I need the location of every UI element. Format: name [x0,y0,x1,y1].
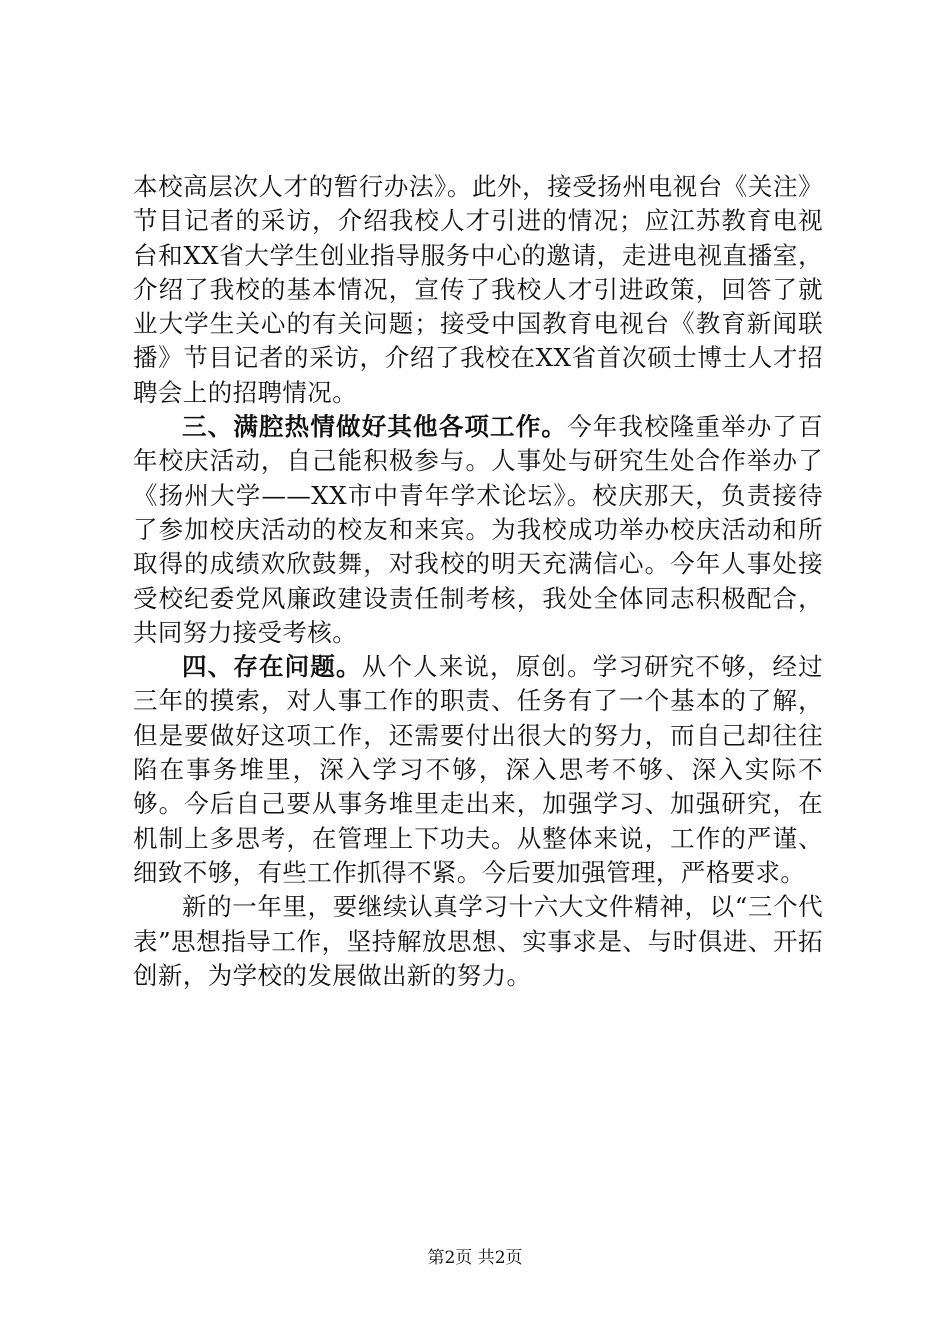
paragraph-new-year [133,890,823,993]
document-body [133,170,823,993]
paragraph-continuation [133,170,823,410]
section-heading: 四、存在问题。 [182,652,362,682]
paragraph-text: 本校高层次人才的暂行办法》。此外，接受扬州电视台《关注》节目记者的采访，介绍我校人才引进的情况；应江苏教育电视台和XX省大学生创业指导服务中心的邀请，走进电视直播室，介绍了我校的基本情况，宣传了我校人才引进政策，回答了就业大学生关心的有关问题；接受中国教育电视台《教育新闻联播》节目记者的采访，介绍了我校在XX省首次硕士博士人才招聘会上的招聘情况。 [133,172,823,407]
paragraph-problems [133,650,823,890]
paragraph-text: 从个人来说，原创。学习研究不够，经过三年的摸索，对人事工作的职责、任务有了一个基本的了解，但是要做好这项工作，还需要付出很大的努力，而自己却往往陷在事务堆里，深入学习不够，深入思考不够、深入实际不够。今后自己要从事务堆里走出来，加强学习、加强研究，在机制上多思考，在管理上下功夫。从整体来说，工作的严谨、细致不够，有些工作抓得不紧。今后要加强管理，严格要求。 [133,652,823,887]
paragraph-other-work [133,410,823,650]
section-heading: 三、满腔热情做好其他各项工作。 [182,412,568,442]
page-number-footer: 第2页 共2页 [427,1248,523,1268]
paragraph-text: 今年我校隆重举办了百年校庆活动，自己能积极参与。人事处与研究生处合作举办了《扬州大学——XX市中青年学术论坛》。校庆那天，负责接待了参加校庆活动的校友和来宾。为我校成功举办校庆活动和所取得的成绩欢欣鼓舞，对我校的明天充满信心。今年人事处接受校纪委党风廉政建设责任制考核，我处全体同志积极配合，共同努力接受考核。 [133,412,823,647]
paragraph-text: 新的一年里，要继续认真学习十六大文件精神，以“三个代表”思想指导工作，坚持解放思想、实事求是、与时俱进、开拓创新，为学校的发展做出新的努力。 [133,892,823,990]
